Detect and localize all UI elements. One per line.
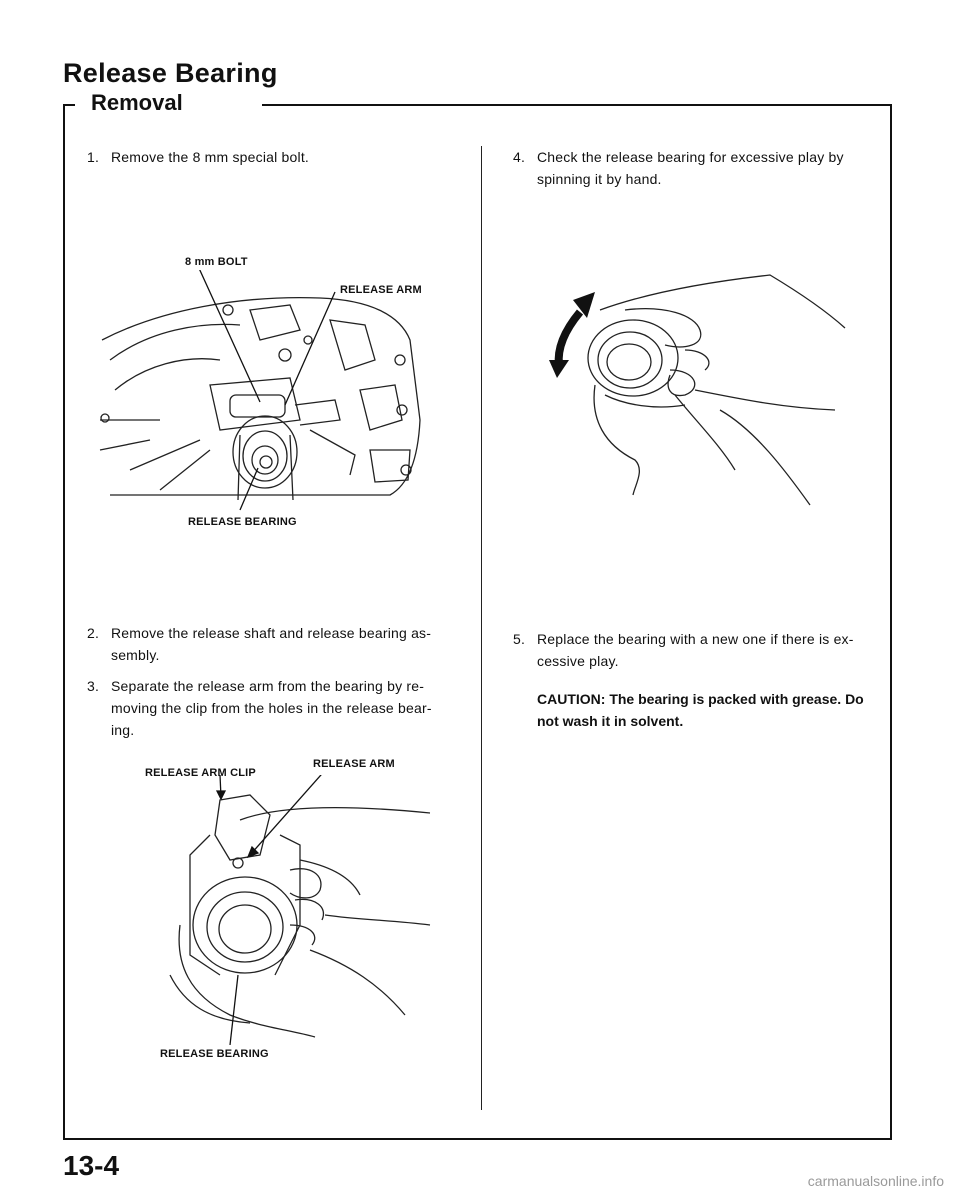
spinning-bearing-illustration (545, 270, 865, 520)
step-3 (87, 675, 467, 745)
bearing-clip-illustration (150, 775, 450, 1045)
figure-label-release-arm-clip: RELEASE ARM CLIP (145, 767, 256, 779)
step-number: 2. (87, 625, 100, 641)
step-text-line: Remove the release shaft and release bearing as- (111, 625, 432, 641)
page-title: Release Bearing (63, 58, 278, 88)
frame-top-edge-right (262, 104, 892, 106)
step-number: 3. (87, 678, 100, 694)
step-5 (513, 628, 878, 676)
section-title: Removal (87, 90, 187, 116)
step-number: 1. (87, 149, 100, 165)
step-text-line: cessive play. (537, 653, 619, 669)
watermark: carmanualsonline.info (807, 1173, 944, 1189)
caution-text-line: The bearing is packed with grease. Do (609, 691, 864, 707)
step-text-line: spinning it by hand. (537, 171, 662, 187)
frame-top-edge-left (63, 104, 75, 106)
figure-label-8mm-bolt: 8 mm BOLT (185, 256, 248, 268)
step-4 (513, 146, 878, 194)
figure-label-release-bearing: RELEASE BEARING (160, 1048, 269, 1060)
step-text-line: moving the clip from the holes in the release bear- (111, 700, 432, 716)
step-text-line: Separate the release arm from the bearing by re- (111, 678, 425, 694)
caution-note (537, 688, 872, 732)
figure-label-release-bearing: RELEASE BEARING (188, 516, 297, 528)
caution-text-line: not wash it in solvent. (537, 713, 684, 729)
step-text: Remove the 8 mm special bolt. (111, 149, 309, 165)
step-text-line: ing. (111, 722, 135, 738)
step-text-line: Replace the bearing with a new one if there is ex- (537, 631, 854, 647)
figure-label-release-arm: RELEASE ARM (313, 758, 395, 770)
figure-label-release-arm: RELEASE ARM (340, 284, 422, 296)
column-divider (481, 146, 482, 1110)
step-number: 5. (513, 631, 526, 647)
step-text-line: Check the release bearing for excessive play by (537, 149, 844, 165)
step-text-line: sembly. (111, 647, 160, 663)
step-number: 4. (513, 149, 526, 165)
step-2 (87, 622, 467, 672)
caution-label: CAUTION: (537, 691, 606, 707)
transmission-housing-illustration (90, 270, 450, 515)
page-number: 13-4 (63, 1150, 120, 1181)
